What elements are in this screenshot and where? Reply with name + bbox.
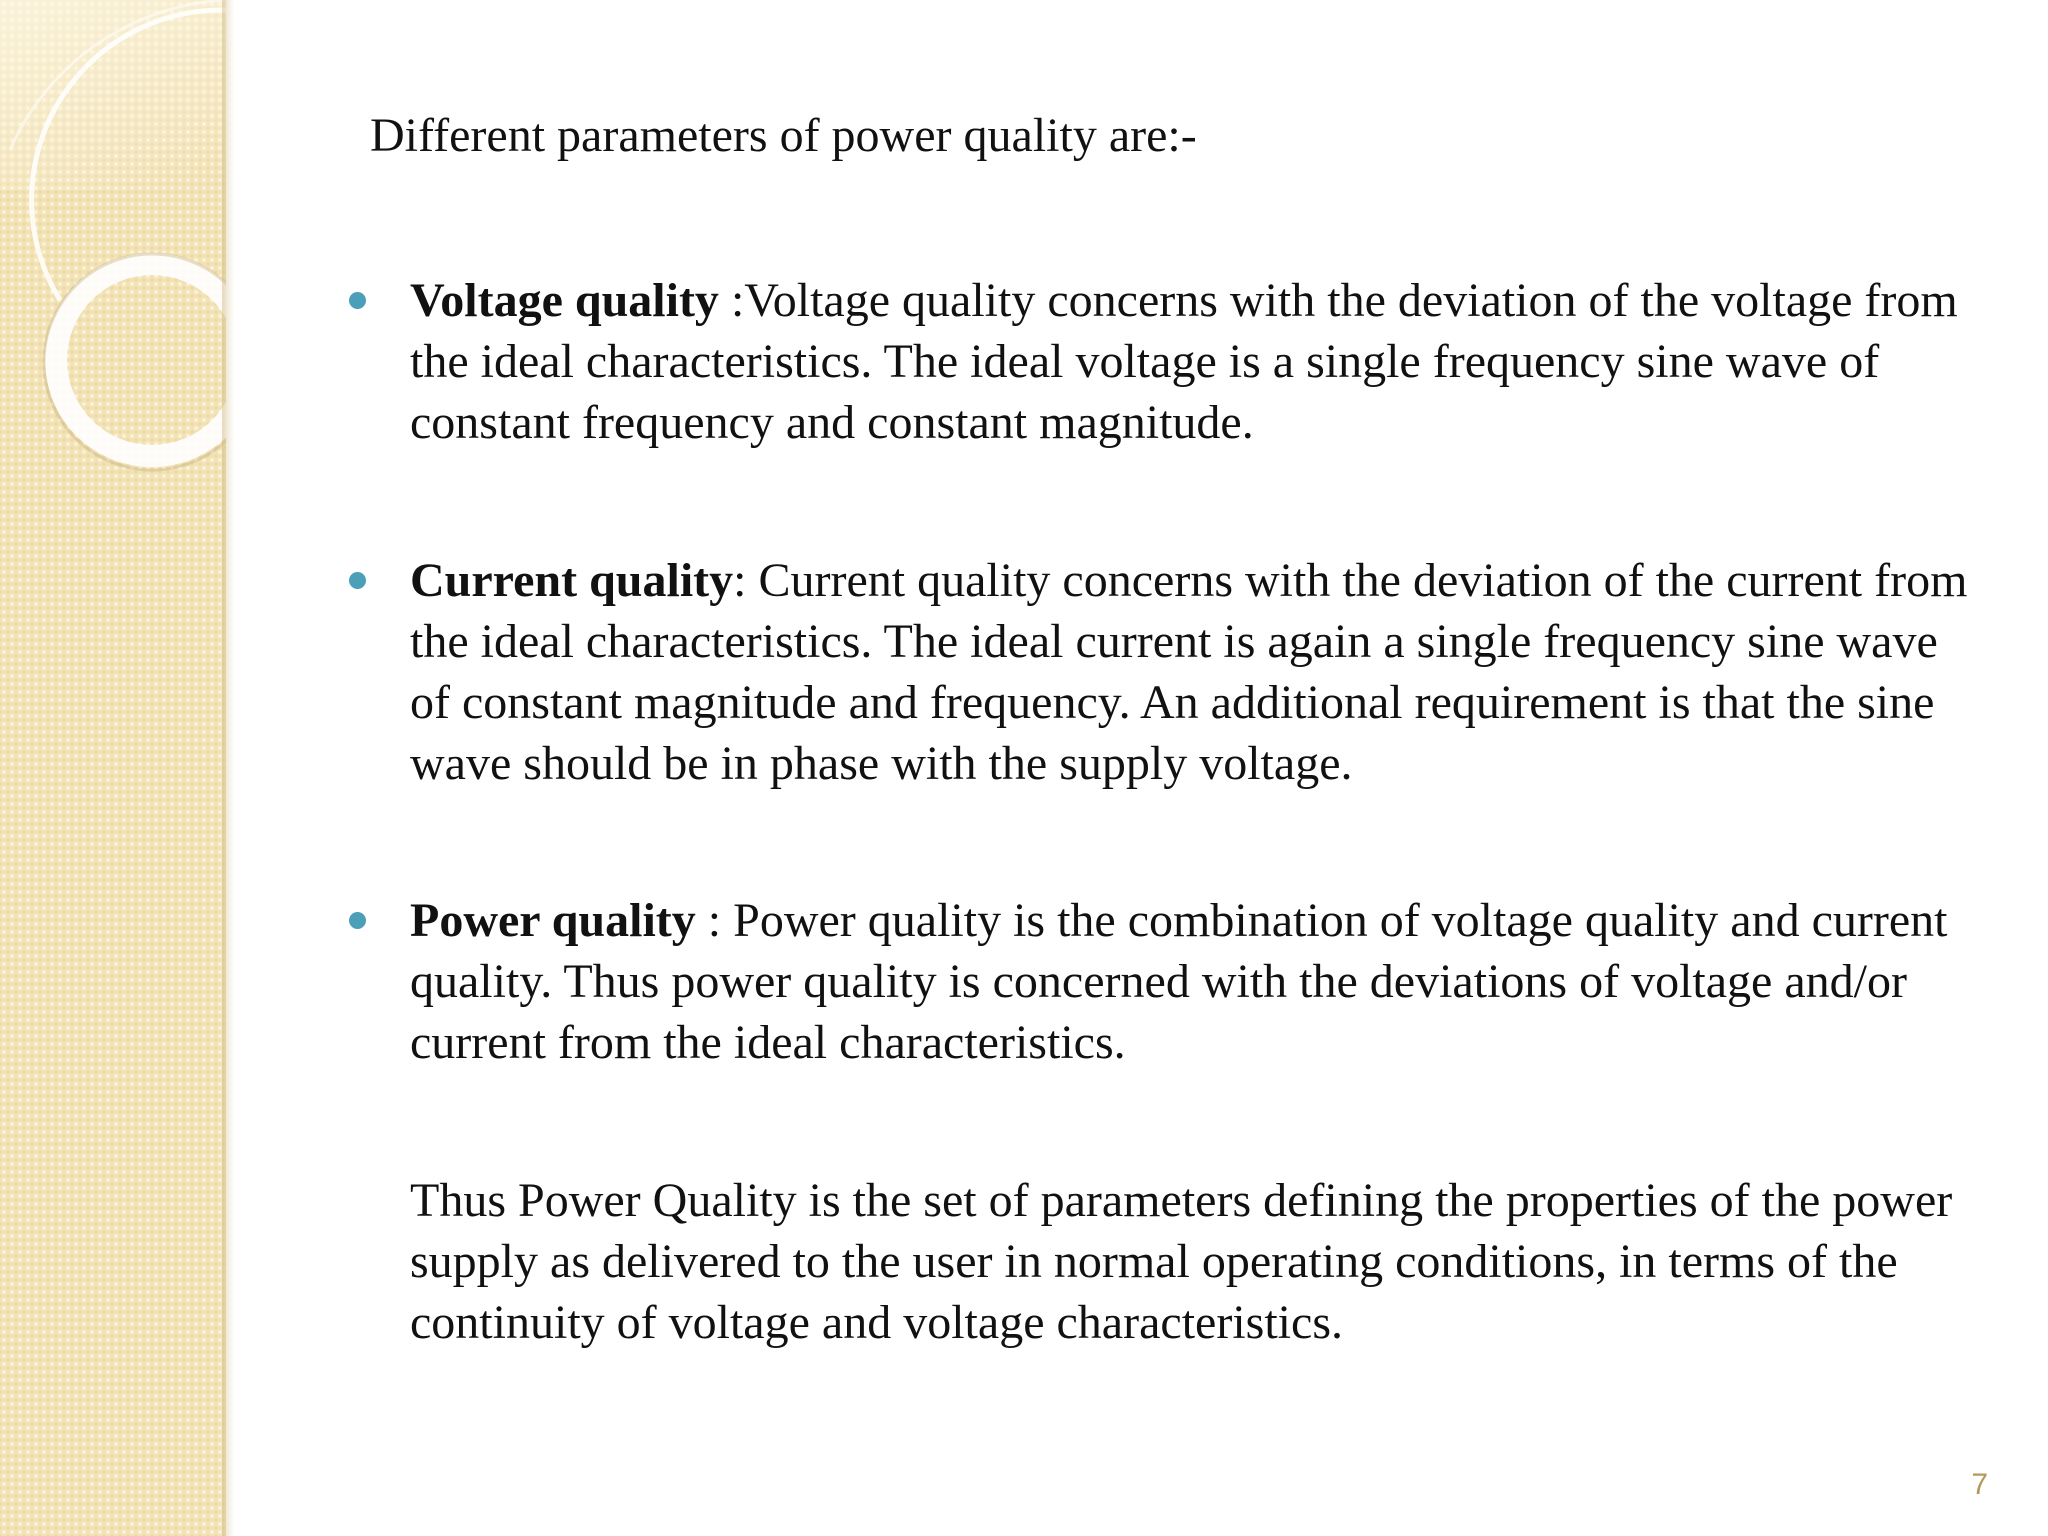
slide-page-number: 7 — [1971, 1468, 1988, 1501]
bullet-term: Power quality — [410, 894, 696, 947]
bullet-dot-icon — [349, 572, 366, 589]
slide-intro: Different parameters of power quality are:- — [370, 109, 1197, 162]
bullet-text: : Power quality is the combination of voltage quality and current quality. Thus power quality is concerned with the deviations of voltage and/or current from the ideal characteristics. — [410, 894, 1948, 1069]
bullet-term: Current quality — [410, 554, 734, 607]
bullet-power-quality — [410, 890, 1970, 1073]
bullet-current-quality — [410, 550, 1970, 794]
bullet-text: :Voltage quality concerns with the deviation of the voltage from the ideal characteristics. The ideal voltage is a single frequency sine wave of constant frequency and constant magnitude. — [410, 274, 1958, 449]
slide-conclusion: Thus Power Quality is the set of parameters defining the properties of the power supply as delivered to the user in normal operating conditions, in terms of the continuity of voltage and voltage characteristics. — [410, 1174, 1953, 1349]
bullet-dot-icon — [349, 292, 366, 309]
bullet-term: Voltage quality — [410, 274, 719, 327]
bullet-dot-icon — [349, 912, 366, 929]
bullet-text: : Current quality concerns with the deviation of the current from the ideal characteristics. The ideal current is again a single frequency sine wave of constant magnitude and frequency. An additional requirement is that the sine wave should be in phase with the supply voltage. — [410, 554, 1968, 790]
bullet-voltage-quality — [410, 270, 1970, 453]
